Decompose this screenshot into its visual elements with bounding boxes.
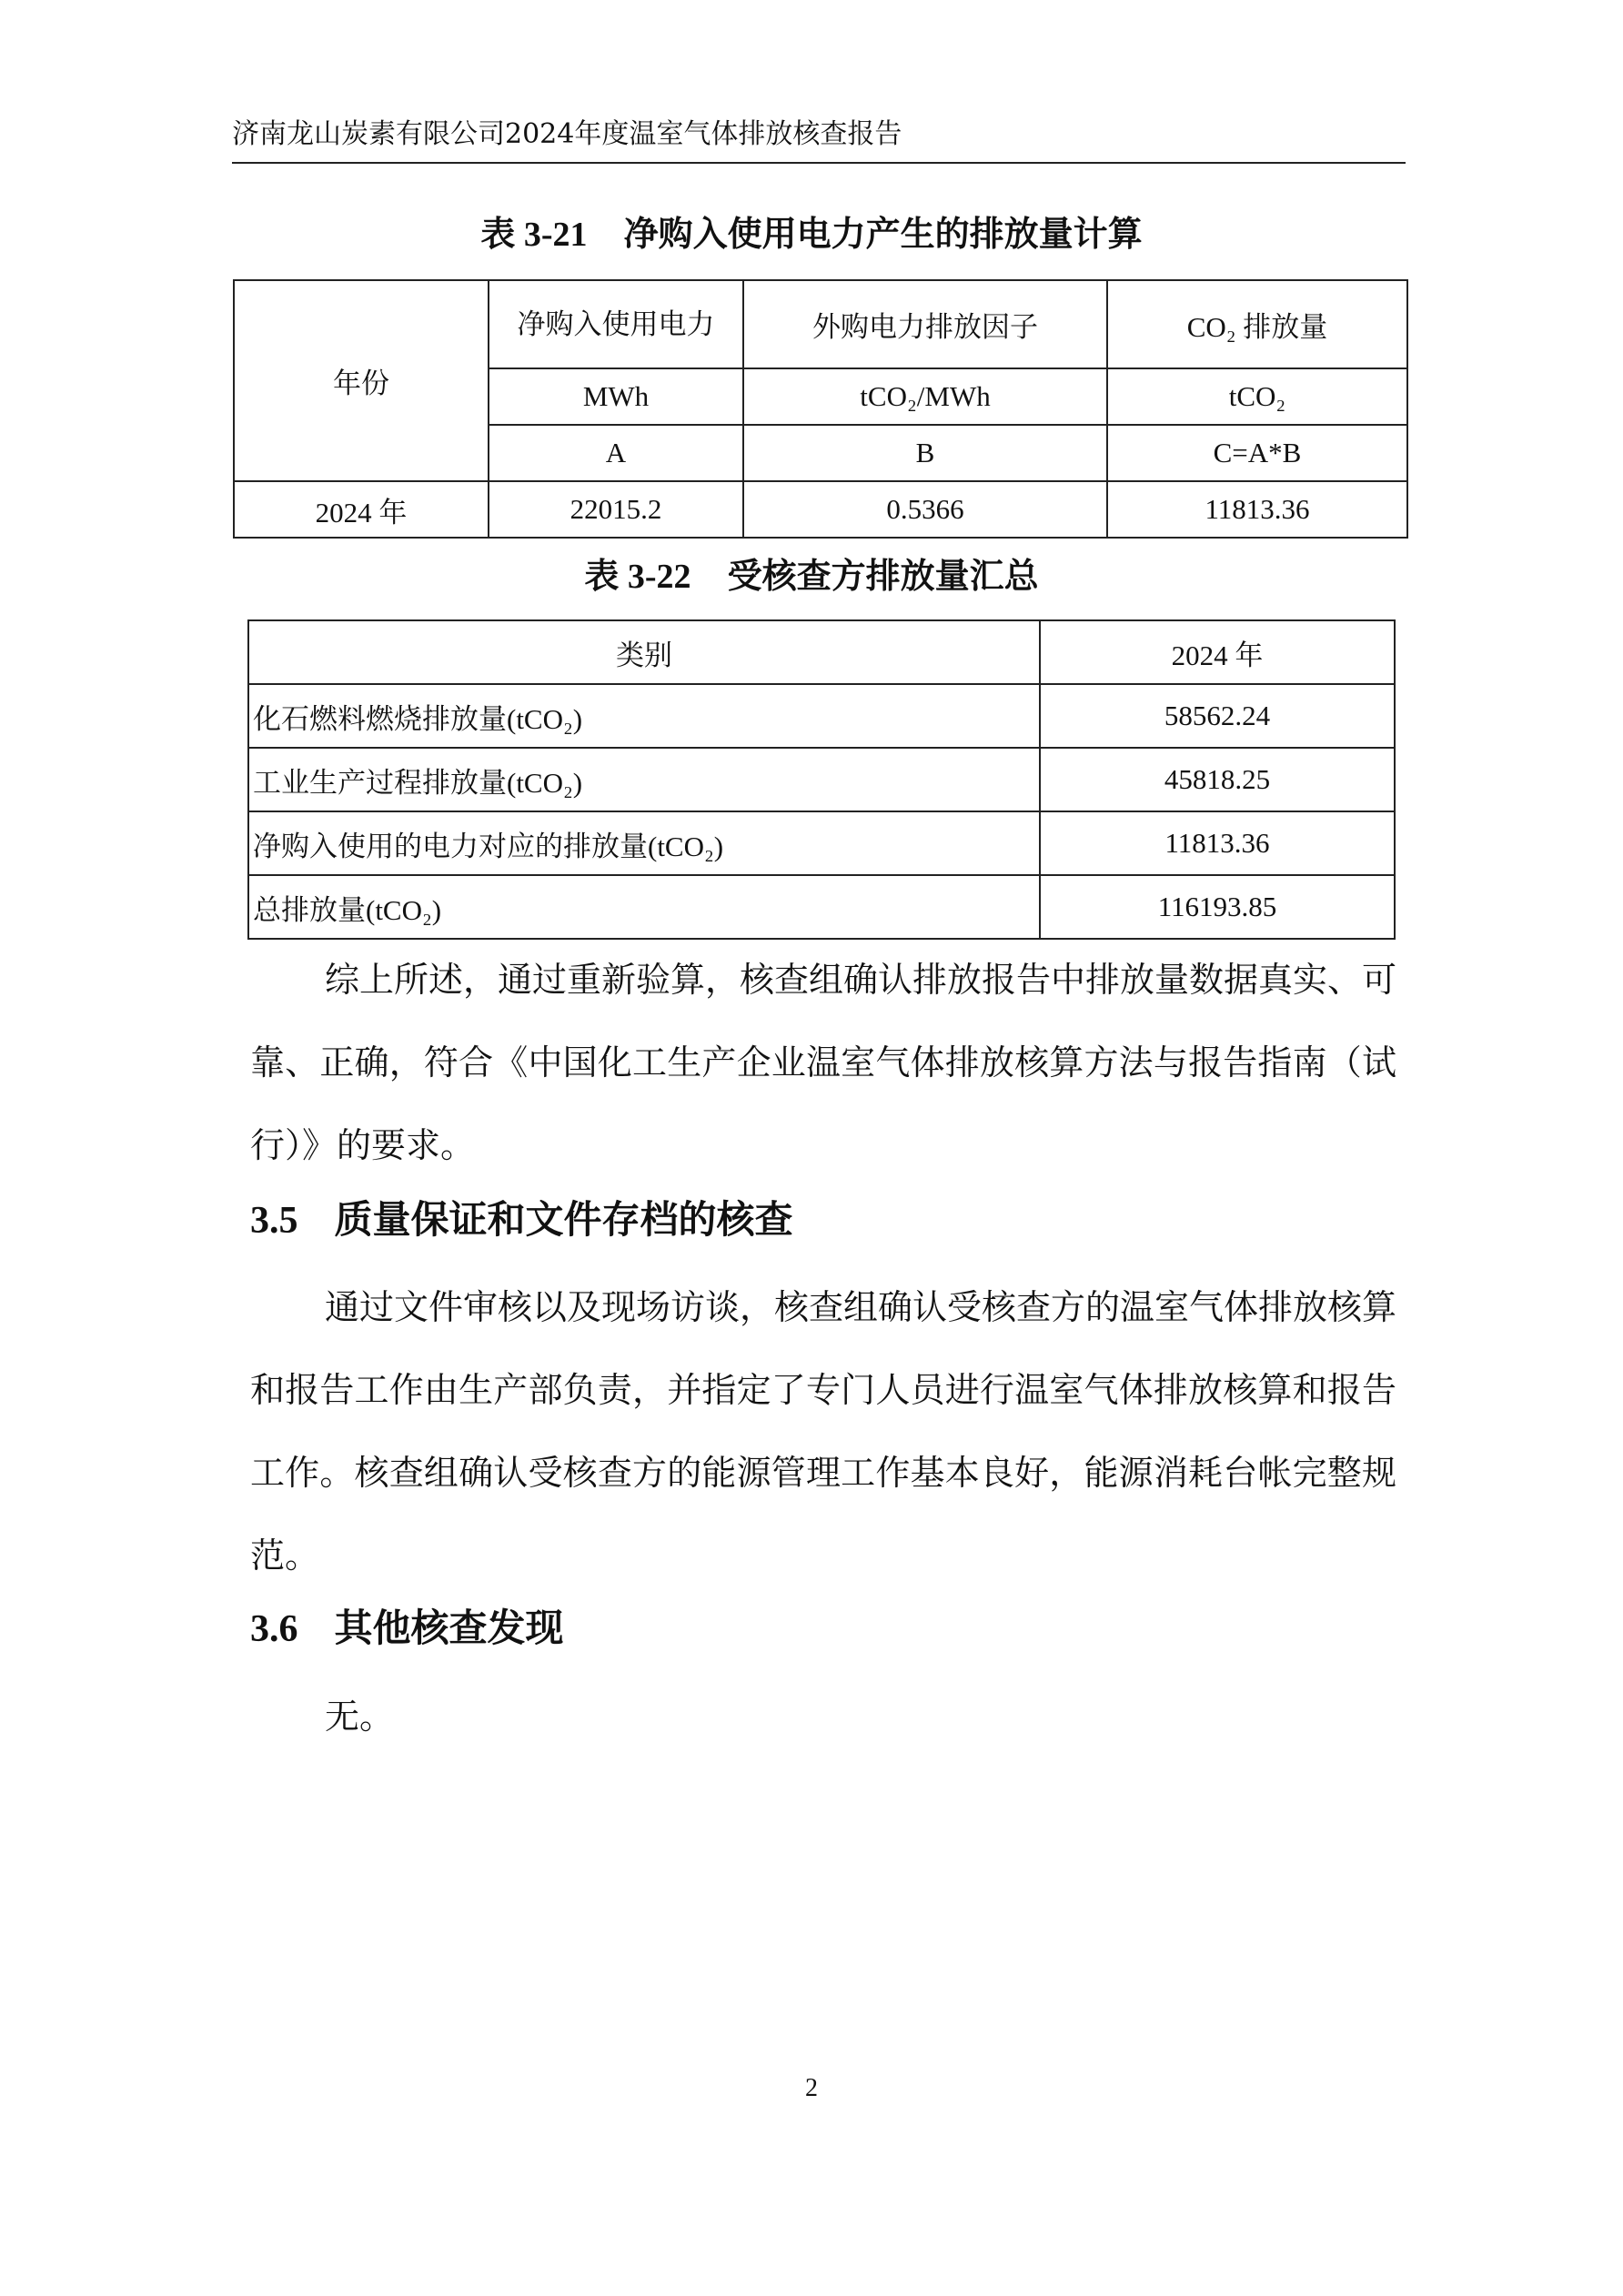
table-3-22 bbox=[247, 619, 1396, 940]
value-a: 22015.2 bbox=[489, 481, 743, 538]
header-category: 类别 bbox=[248, 620, 1040, 684]
page-number: 2 bbox=[805, 2074, 818, 2102]
unit-electricity: MWh bbox=[489, 368, 743, 425]
section-3-6-heading bbox=[250, 1603, 564, 1655]
row-value: 116193.85 bbox=[1040, 875, 1395, 939]
symbol-c: C=A*B bbox=[1107, 425, 1407, 481]
row-label: 工业生产过程排放量(tCO₂) bbox=[248, 748, 1040, 811]
header-year: 2024 年 bbox=[1040, 620, 1395, 684]
table-row bbox=[248, 748, 1395, 811]
table-title-text: 净购入使用电力产生的排放量计算 bbox=[623, 213, 1143, 254]
row-year: 2024 年 bbox=[234, 481, 489, 538]
row-label: 总排放量(tCO₂) bbox=[248, 875, 1040, 939]
table-3-21 bbox=[233, 279, 1408, 539]
header-year: 年份 bbox=[234, 280, 489, 481]
row-value: 58562.24 bbox=[1040, 684, 1395, 748]
page-header bbox=[232, 116, 1406, 164]
row-label: 净购入使用的电力对应的排放量(tCO₂) bbox=[248, 811, 1040, 875]
row-label: 化石燃料燃烧排放量(tCO₂) bbox=[248, 684, 1040, 748]
section-3-5-heading bbox=[250, 1194, 793, 1246]
section-3-5-paragraph: 通过文件审核以及现场访谈，核查组确认受核查方的温室气体排放核算和报告工作由生产部负责，并指定了专门人员进行温室气体排放核算和报告工作。核查组确认受核查方的能源管理工作基本良好，能源消耗台帐完整规范。 bbox=[250, 1287, 1397, 1576]
symbol-b: B bbox=[743, 425, 1107, 481]
table-row bbox=[248, 684, 1395, 748]
table-number: 表 3-22 bbox=[584, 558, 691, 596]
section-3-6-paragraph: 无。 bbox=[325, 1697, 395, 1737]
row-value: 45818.25 bbox=[1040, 748, 1395, 811]
value-b: 0.5366 bbox=[743, 481, 1107, 538]
section-number: 3.5 bbox=[250, 1200, 298, 1242]
header-emission-factor: 外购电力排放因子 bbox=[743, 280, 1107, 368]
table-3-22-title bbox=[0, 553, 1623, 599]
table-number: 表 3-21 bbox=[480, 216, 588, 254]
section-title: 其他核查发现 bbox=[334, 1606, 564, 1650]
section-title: 质量保证和文件存档的核查 bbox=[334, 1197, 793, 1242]
table-3-21-title bbox=[0, 211, 1623, 257]
header-text: 济南龙山炭素有限公司2024年度温室气体排放核查报告 bbox=[232, 118, 902, 150]
summary-paragraph: 综上所述，通过重新验算，核查组确认排放报告中排放量数据真实、可靠、正确，符合《中国化工生产企业温室气体排放核算方法与报告指南（试行）》的要求。 bbox=[250, 960, 1397, 1165]
value-c: 11813.36 bbox=[1107, 481, 1407, 538]
table-row bbox=[248, 811, 1395, 875]
symbol-a: A bbox=[489, 425, 743, 481]
section-number: 3.6 bbox=[250, 1608, 298, 1650]
table-row bbox=[248, 875, 1395, 939]
row-value: 11813.36 bbox=[1040, 811, 1395, 875]
header-electricity: 净购入使用电力 bbox=[489, 280, 743, 368]
unit-co2-emission: tCO₂ bbox=[1107, 368, 1407, 425]
unit-emission-factor: tCO₂/MWh bbox=[743, 368, 1107, 425]
header-co2-emission: CO₂ 排放量 bbox=[1107, 280, 1407, 368]
table-title-text: 受核查方排放量汇总 bbox=[727, 555, 1039, 596]
